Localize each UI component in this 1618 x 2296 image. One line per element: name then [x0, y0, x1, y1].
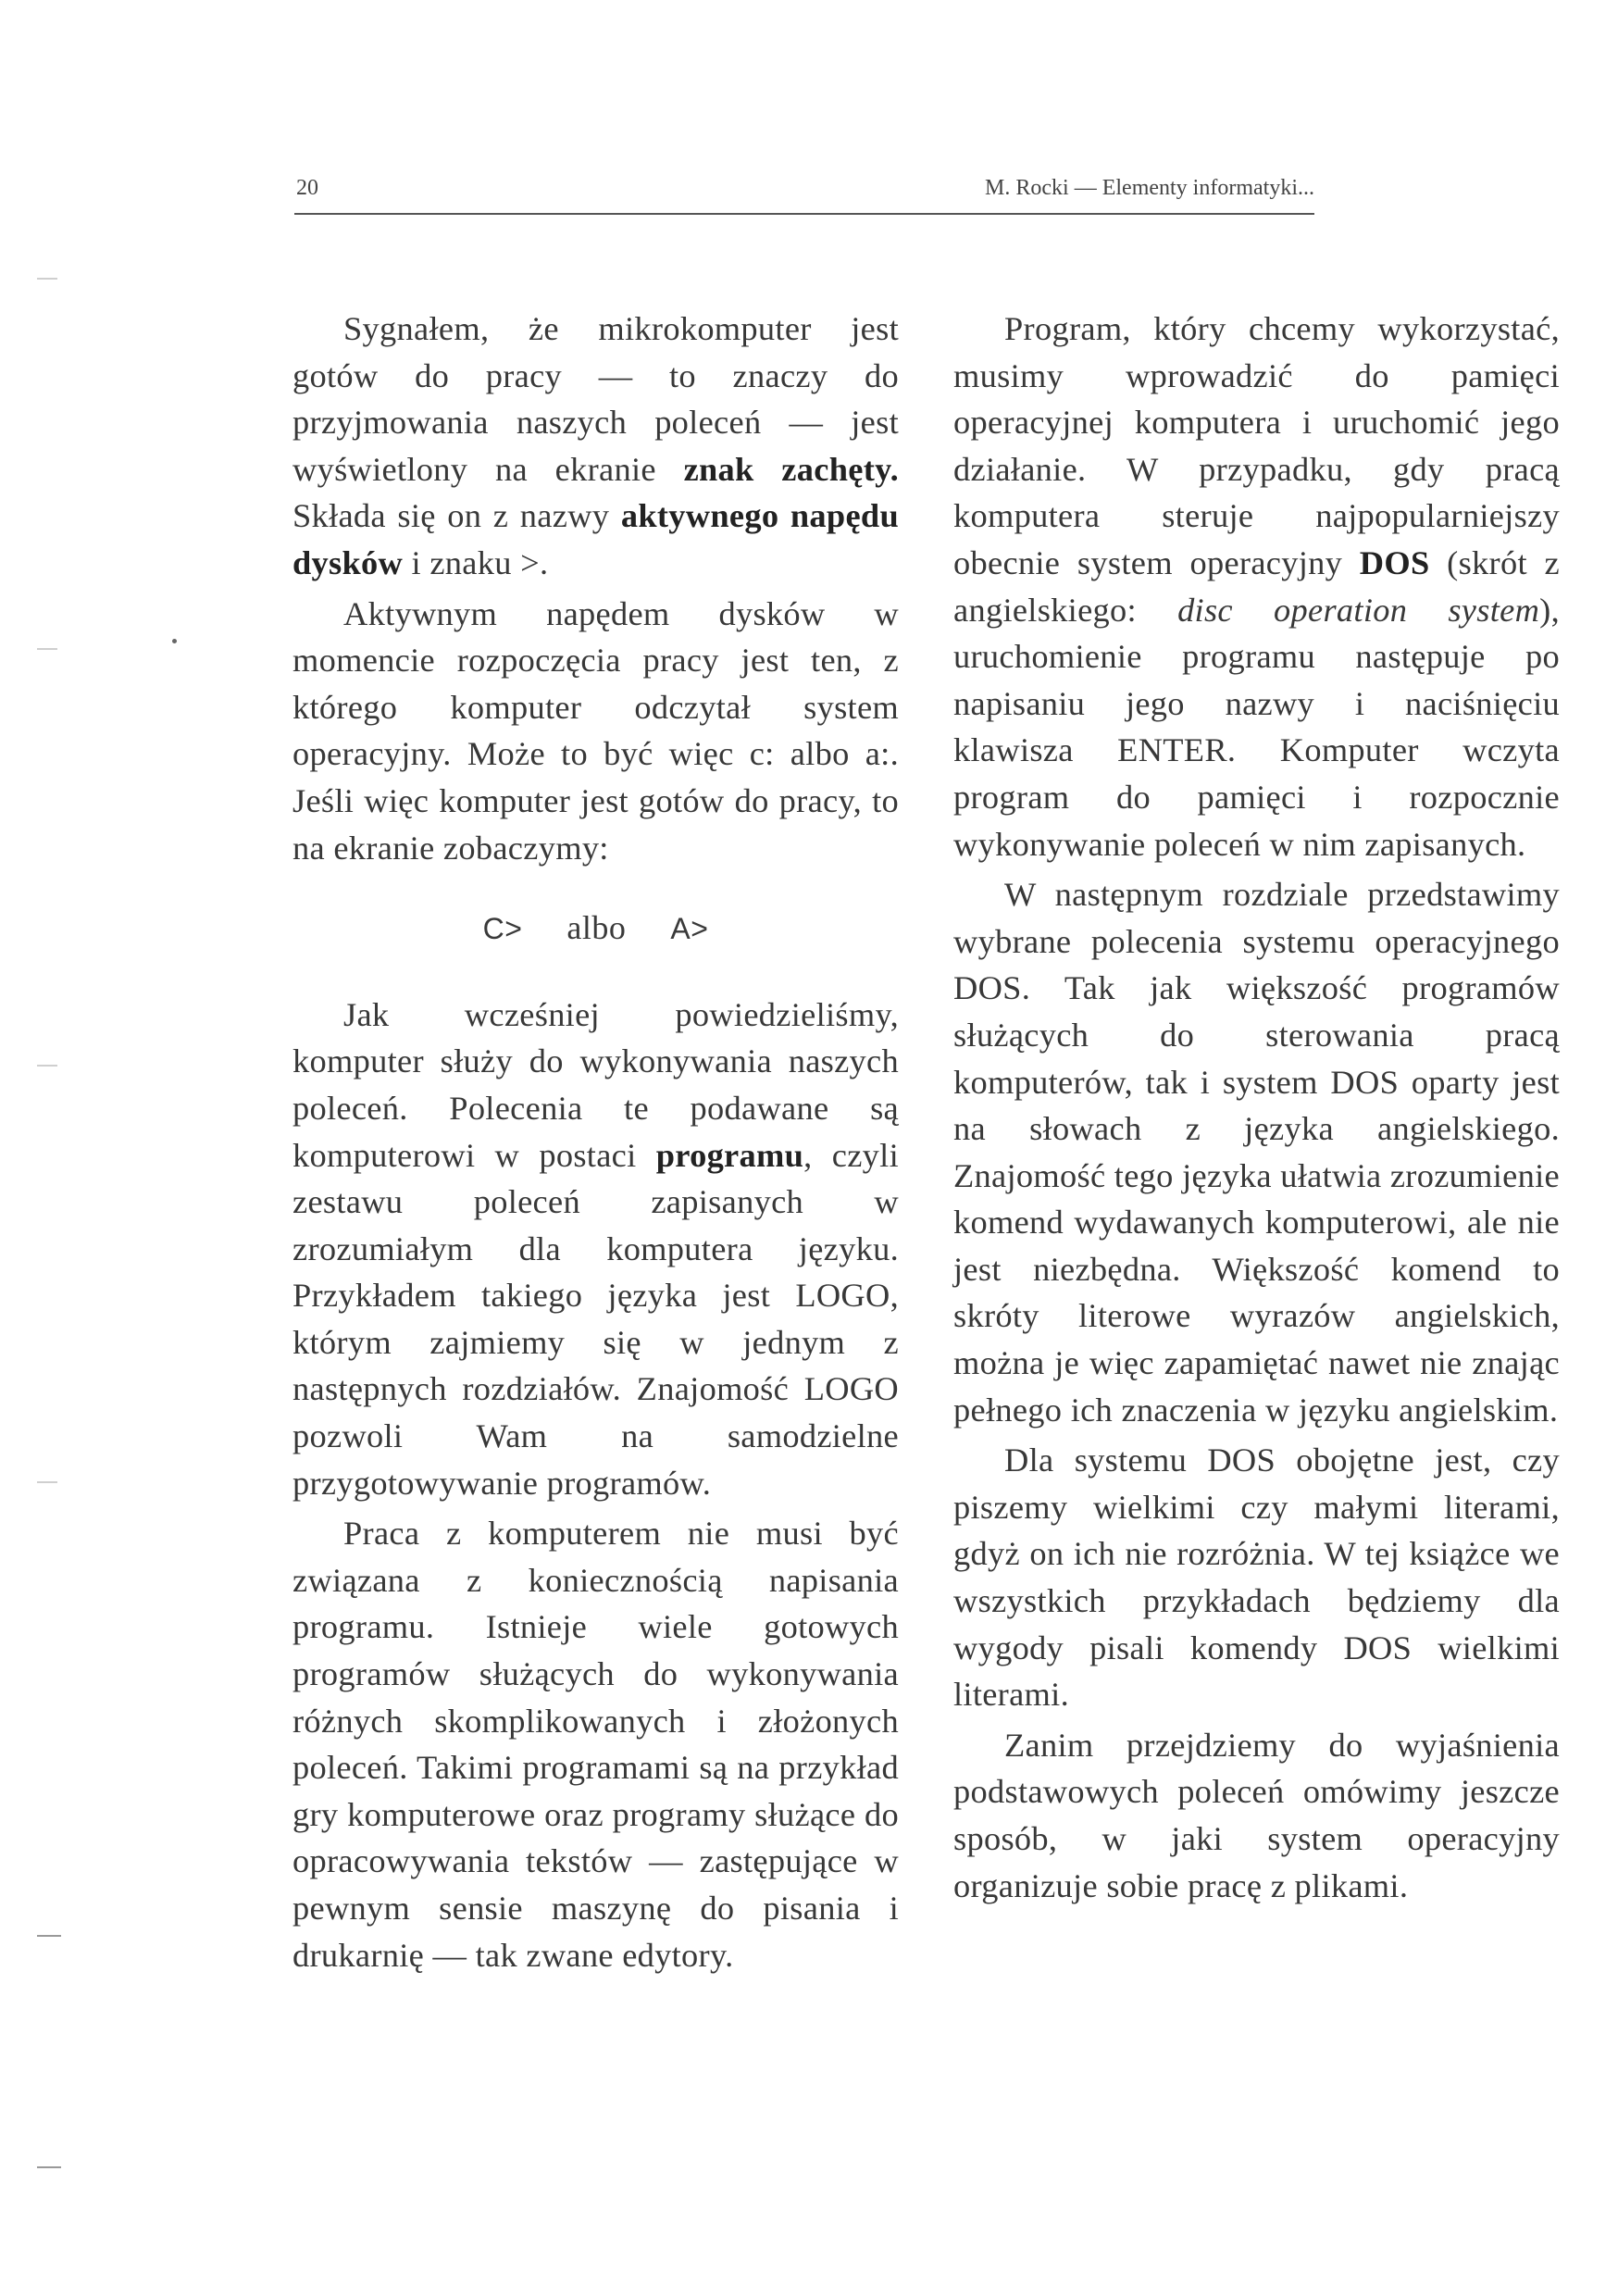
italic-term: disc operation system: [1177, 591, 1540, 629]
paragraph: [292, 992, 899, 1507]
scan-mark: [37, 278, 57, 280]
paragraph: Dla systemu DOS obojętne jest, czy piszemy wielkimi czy małymi literami, gdyż on ich nie rozróżnia. W tej książce we wszystkich przykładach będziemy dla wygody pisali komendy DOS wielkimi literami.: [953, 1441, 1560, 1714]
right-column: [953, 306, 1560, 1909]
scan-mark: [37, 1481, 57, 1483]
scan-mark: [37, 1935, 61, 1937]
bold-term: programu: [655, 1136, 804, 1174]
running-title: M. Rocki — Elementy informatyki...: [985, 176, 1314, 200]
scan-mark: [37, 2166, 61, 2168]
page-header: [294, 176, 1314, 215]
prompt-c: C>: [482, 912, 523, 946]
text-run: (skrót z angielskiego:: [953, 543, 1560, 629]
text-run: Sygnałem, że mikrokomputer jest gotów do pracy — to znaczy do przyjmowania naszych poleceń — jest wyświetlony na ekranie: [292, 310, 899, 488]
paragraph: [953, 306, 1560, 867]
scan-mark: [37, 1065, 57, 1067]
prompt-separator: albo: [566, 909, 627, 947]
paragraph: [292, 306, 899, 587]
text-run: Program, który chcemy wykorzystać, musimy wprowadzić do pamięci operacyjnej komputera i uruchomić jego działanie. W przypadku, gdy pracą komputera steruje najpopularniejszy obecnie system operacyjny: [953, 310, 1560, 581]
scan-mark: [37, 648, 57, 650]
text-run: , czyli zestawu poleceń zapisanych w zrozumiałym dla komputera języku. Przykładem takiego języka jest LOGO, którym zajmiemy się w jednym z następnych rozdziałów. Znajomość LOGO pozwoli Wam na samodzielne przygotowywanie programów.: [292, 1136, 899, 1502]
text-run: ), uruchomienie programu następuje po napisaniu jego nazwy i naciśnięciu klawisza ENTER. Komputer wczyta program do pamięci i rozpocznie wykonywanie poleceń w nim zapisanych.: [953, 591, 1560, 863]
prompt-example: [292, 905, 899, 953]
paragraph: Praca z komputerem nie musi być związana z koniecznością napisania programu. Istnieje wiele gotowych programów służących do wykonywania różnych skomplikowanych i złożonych poleceń. Takimi programami są na przykład gry komputerowe oraz programy służące do opracowywania tekstów — zastępujące w pewnym sensie maszynę do pisania i drukarnię — tak zwane edytory.: [292, 1515, 899, 1974]
text-run: Składa się on z nazwy: [292, 497, 621, 535]
paragraph: W następnym rozdziale przedstawimy wybrane polecenia systemu operacyjnego DOS. Tak jak większość programów służących do sterowania pracą komputerów, tak i system DOS oparty jest na słowach z języka angielskiego. Znajomość tego języka ułatwia zrozumienie komend wydawanych komputerowi, ale nie jest niezbędna. Większość komend to skróty literowe wyrazów angielskich, można je więc zapamiętać nawet nie znając pełnego ich znaczenia w języku angielskim.: [953, 876, 1560, 1429]
bold-term: DOS: [1359, 543, 1430, 581]
paragraph: Zanim przejdziemy do wyjaśnienia podstawowych poleceń omówimy jeszcze sposób, w jaki system operacyjny organizuje sobie pracę z plikami.: [953, 1726, 1560, 1904]
page-number: 20: [296, 176, 318, 200]
scan-dot: [172, 639, 177, 643]
bold-term: znak zachęty.: [683, 450, 899, 488]
bold-term: aktywnego napędu dysków: [292, 497, 899, 581]
left-column: [292, 306, 899, 1978]
text-run: i znaku >.: [403, 543, 549, 581]
text-run: Jak wcześniej powiedzieliśmy, komputer służy do wykonywania naszych poleceń. Polecenia te podawane są komputerowi w postaci: [292, 995, 899, 1174]
prompt-a: A>: [670, 912, 709, 946]
paragraph: Aktywnym napędem dysków w momencie rozpoczęcia pracy jest ten, z którego komputer odczytał system operacyjny. Może to być więc c: albo a:. Jeśli więc komputer jest gotów do pracy, to na ekranie zobaczymy:: [292, 594, 899, 867]
